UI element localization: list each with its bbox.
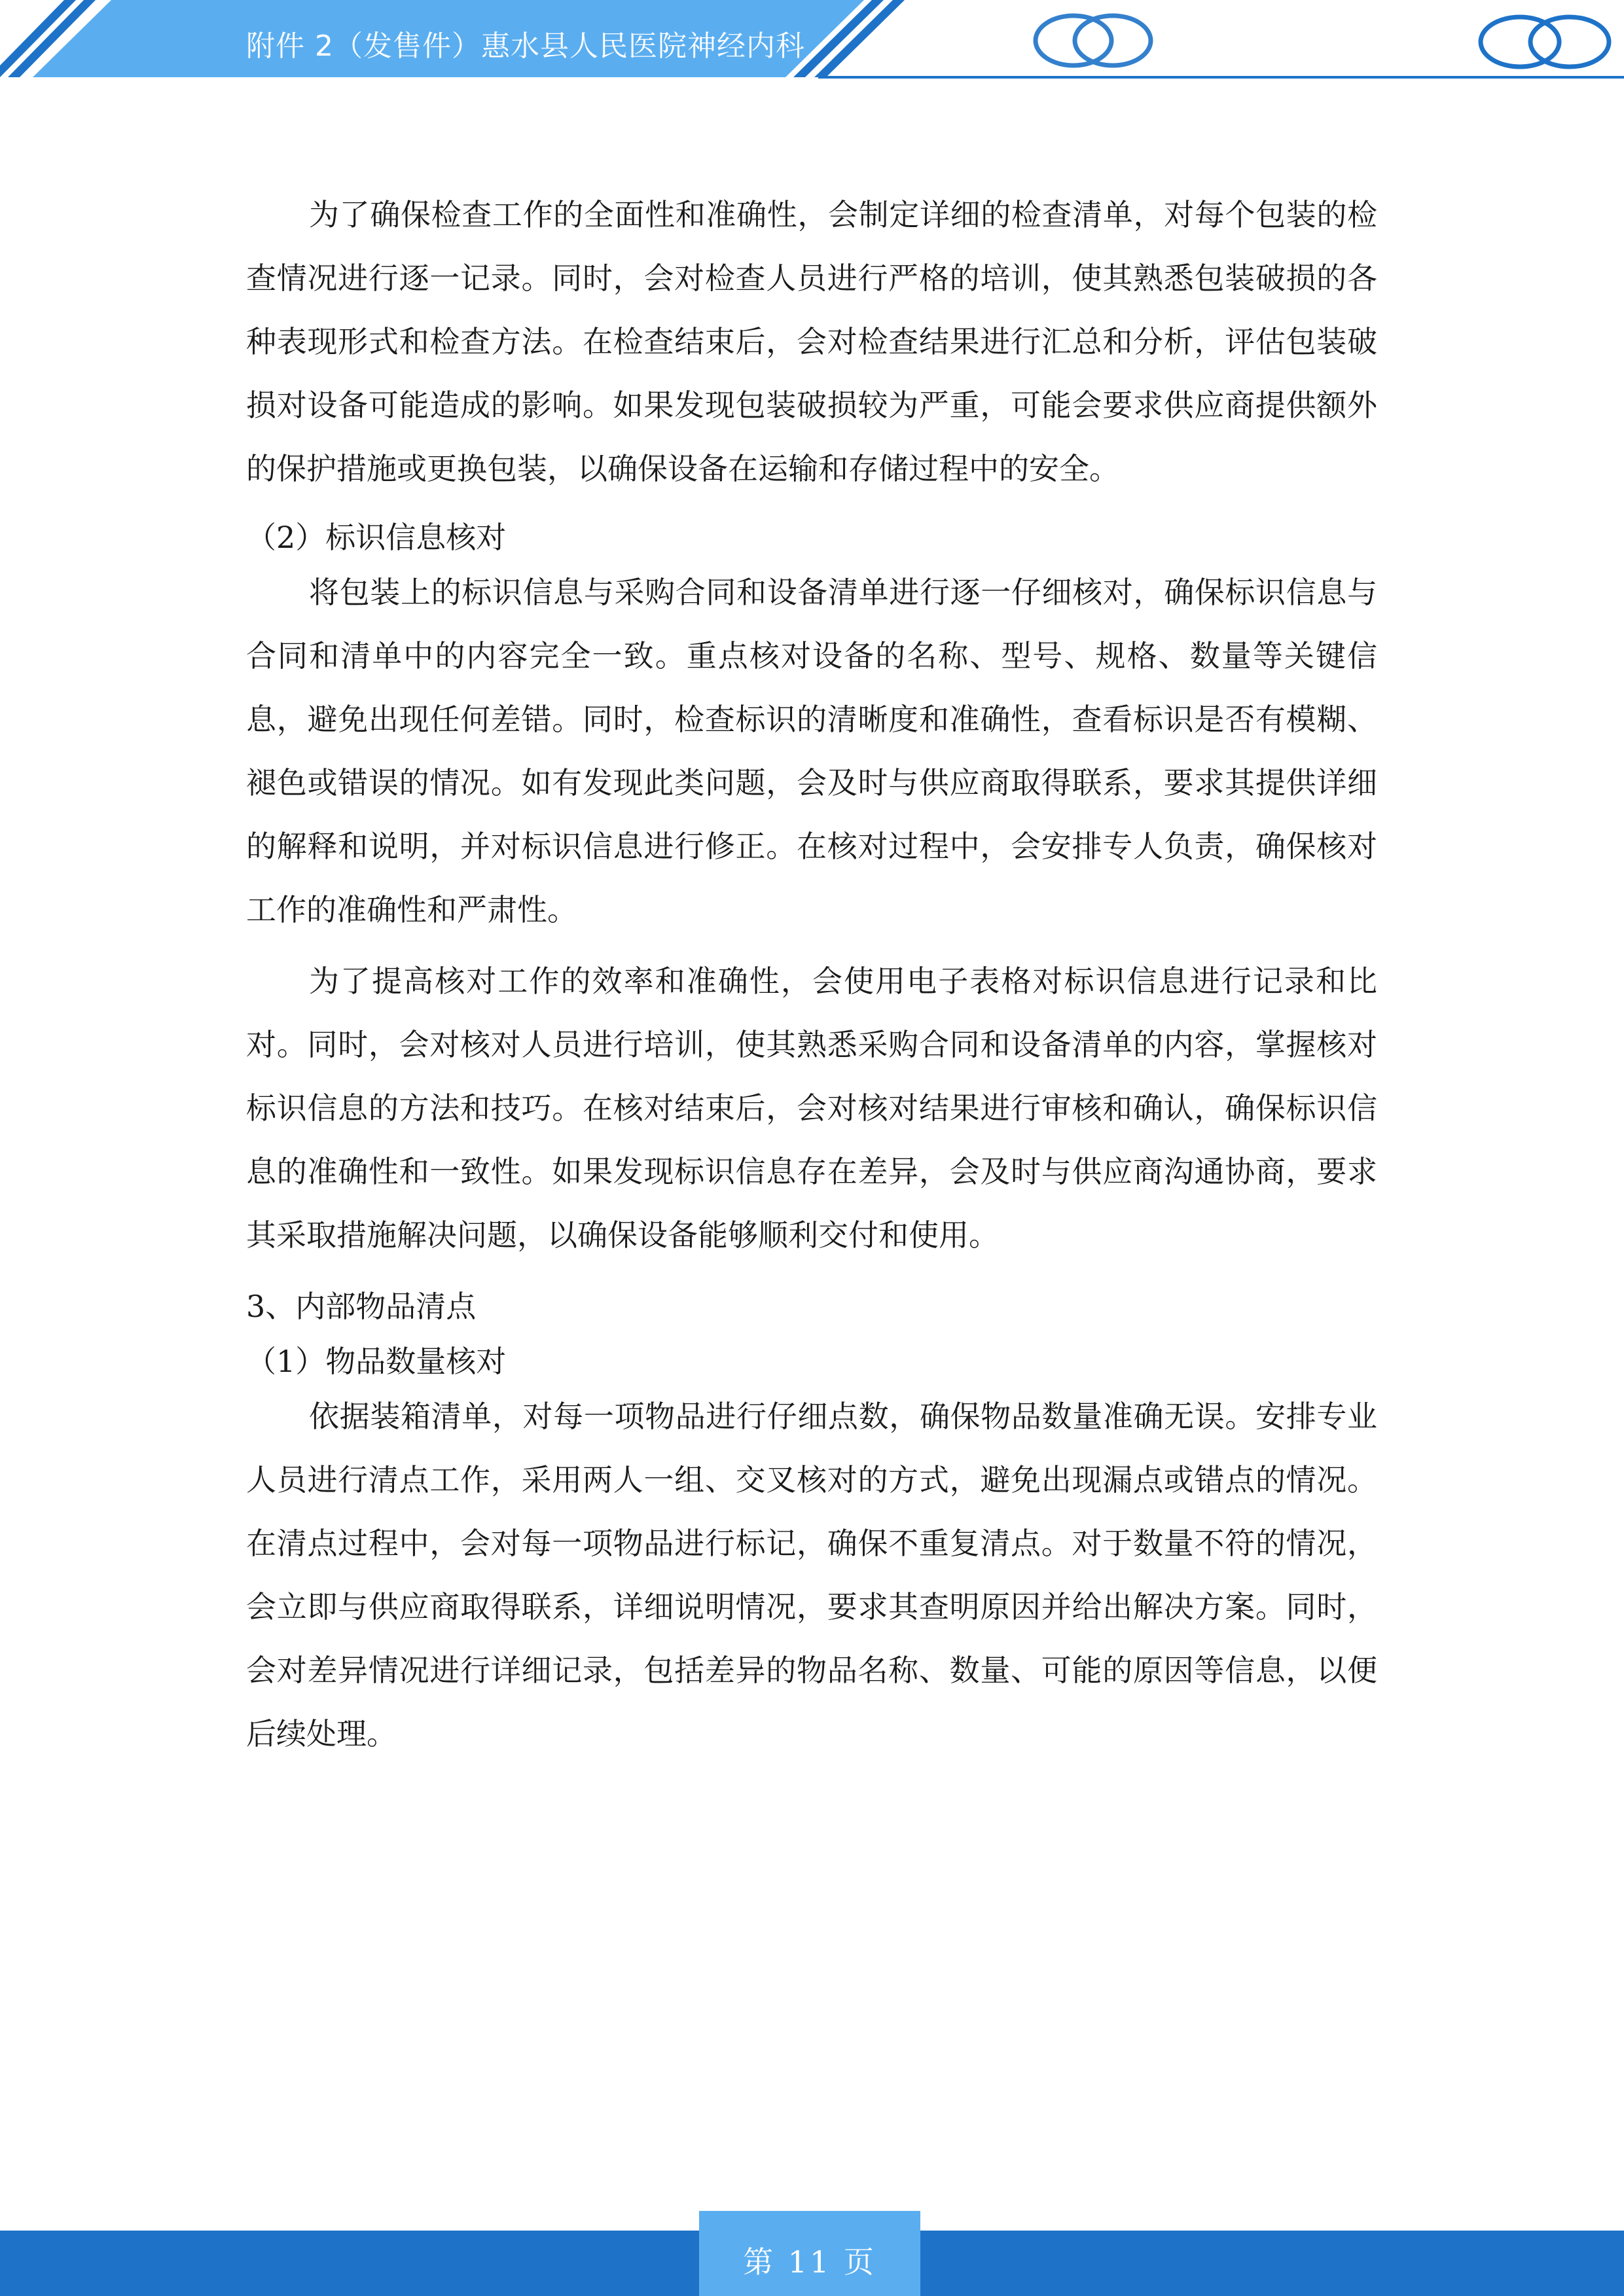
page-number: 第 11 页 bbox=[743, 2244, 876, 2280]
paragraph-verification-efficiency: 为了提高核对工作的效率和准确性，会使用电子表格对标识信息进行记录和比对。同时，会对核对人员进行培训，使其熟悉采购合同和设备清单的内容，掌握核对标识信息的方法和技巧。在核对结束后，会对核对结果进行审核和确认，确保标识信息的准确性和一致性。如果发现标识信息存在差异，会及时与供应商沟通协商，要求其采取措施解决问题，以确保设备能够顺利交付和使用。 bbox=[246, 963, 1377, 1253]
heading-item-quantity-check: （1）物品数量核对 bbox=[246, 1344, 507, 1379]
header-title: 附件 2（发售件）惠水县人民医院神经内科 bbox=[246, 29, 805, 63]
document-body bbox=[246, 183, 1377, 1766]
heading-label-info-check: （2）标识信息核对 bbox=[246, 520, 507, 555]
paragraph-label-verification: 将包装上的标识信息与采购合同和设备清单进行逐一仔细核对，确保标识信息与合同和清单中的内容完全一致。重点核对设备的名称、型号、规格、数量等关键信息，避免出现任何差错。同时，检查标识的清晰度和准确性，查看标识是否有模糊、褪色或错误的情况。如有发现此类问题，会及时与供应商取得联系，要求其提供详细的解释和说明，并对标识信息进行修正。在核对过程中，会安排专人负责，确保核对工作的准确性和严肃性。 bbox=[246, 575, 1377, 927]
header-banner-graphic bbox=[0, 0, 1624, 85]
heading-internal-item-count: 3、内部物品清点 bbox=[246, 1289, 477, 1324]
page-footer bbox=[0, 2231, 1624, 2296]
paragraph-quantity-verification: 依据装箱清单，对每一项物品进行仔细点数，确保物品数量准确无误。安排专业人员进行清点工作，采用两人一组、交叉核对的方式，避免出现漏点或错点的情况。在清点过程中，会对每一项物品进行标记，确保不重复清点。对于数量不符的情况，会立即与供应商取得联系，详细说明情况，要求其查明原因并给出解决方案。同时，会对差异情况进行详细记录，包括差异的物品名称、数量、可能的原因等信息，以便后续处理。 bbox=[246, 1399, 1377, 1751]
page-header bbox=[0, 0, 1624, 85]
ring-logo-icon bbox=[1481, 17, 1609, 67]
ring-ornament-faded bbox=[1036, 16, 1151, 65]
page-number-tab bbox=[699, 2211, 920, 2296]
paragraph-inspection-checklist: 为了确保检查工作的全面性和准确性，会制定详细的检查清单，对每个包装的检查情况进行逐一记录。同时，会对检查人员进行严格的培训，使其熟悉包装破损的各种表现形式和检查方法。在检查结束后，会对检查结果进行汇总和分析，评估包装破损对设备可能造成的影响。如果发现包装破损较为严重，可能会要求供应商提供额外的保护措施或更换包装，以确保设备在运输和存储过程中的安全。 bbox=[246, 197, 1377, 486]
